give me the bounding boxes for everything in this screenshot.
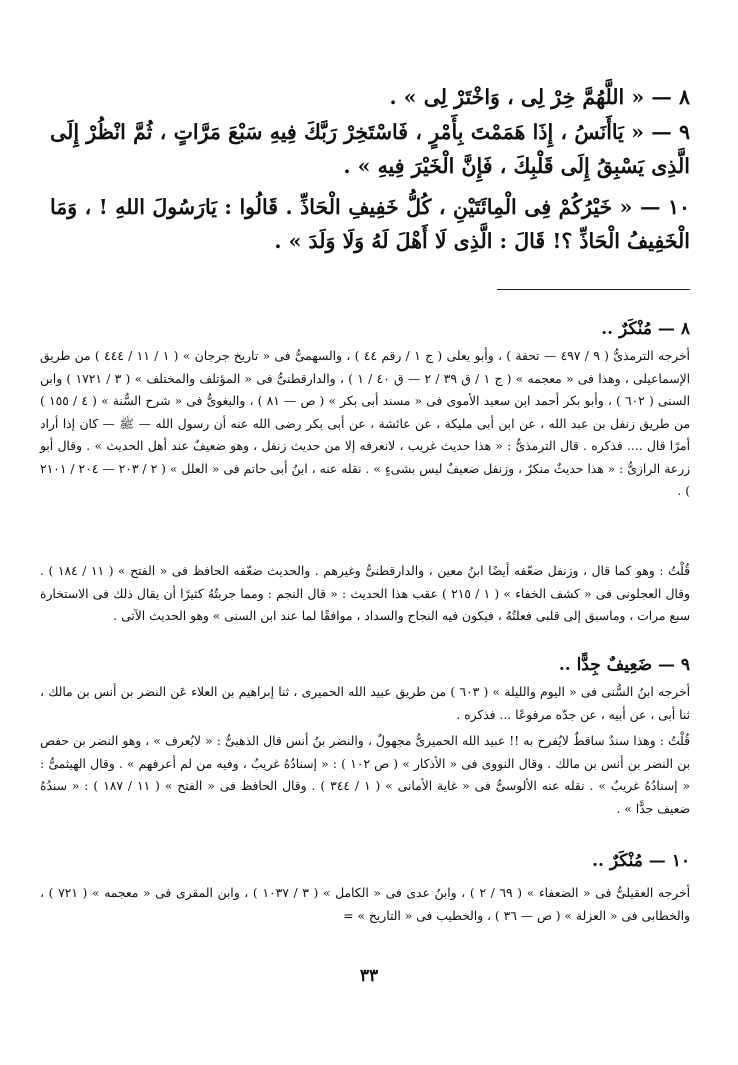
hadith-9 xyxy=(50,115,690,183)
note-9-comment: قُلْتُ : وهذا سندٌ ساقطٌ لايُفرح به !! عبيد الله الحميرىُّ مجهولٌ ، والنضر بنُ أنس قال الذهبىُّ : « لايُعرف » ، وهو النضر بن حفص بن النضر بن أنس بن مالك . وقال النووى فى « الأذكار » ( ص ١٠٢ ) : « إسنادُهُ غريبٌ ، وفيه من لم أعرفهم » . وقال الهيثمىُّ : « إسنادُهُ غريبٌ » . نقله عنه الألوسىُّ فى « غاية الأمانى » ( ١ / ٣٤٤ ) . وقال الحافظ فى « الفتح » ( ١١ / ١٨٧ ) : « سندُهُ ضعيف جدًّا » . xyxy=(40,734,691,816)
hadith-10 xyxy=(50,190,690,258)
footnote-divider xyxy=(497,289,690,290)
hadith-text: « اللَّهُمَّ خِرْ لِى ، وَاخْتَرْ لِى » . xyxy=(389,85,645,109)
note-10-paragraph: أخرجه العقيلىُّ فى « الضعفاء » ( ٦٩ / ٢ ) ، وابنُ عدى فى « الكامل » ( ٣ / ١٠٣٧ ) ، وابن المقرى فى « معجمه » ( ٧٢١ ) ، والخطابى فى « العزلة » ( ص — ٣٦ ) ، والخطيب فى « التاريخ » = xyxy=(40,886,690,923)
page-number: ٣٣ xyxy=(359,966,379,986)
hadith-text: « يَاأَنَسُ ، إِذَا هَمَمْتَ بِأَمْرٍ ، فَاسْتَخِرْ رَبَّكَ فِيهِ سَبْعَ مَرَّاتٍ ، ثُمَّ انْظُرْ إِلَى الَّذِى يَسْبِقُ إِلَى قَلْبِكَ ، فَإِنَّ الْخَيْرَ فِيهِ » . xyxy=(50,120,690,178)
note-10-heading: ١٠ — مُنْكَرٌ .. xyxy=(592,851,690,871)
hadith-number: ٩ — xyxy=(651,120,691,144)
note-8-comment: قُلْتُ : وهو كما قال ، وزنفل ضعّفه أيضًا ابنُ معين ، والدارقطنىُّ وغيرهم . والحديث ضعّفه الحافظ فى « الفتح » ( ١١ / ١٨٤ ) . وقال العجلونى فى « كشف الخفاء » ( ١ / ٢١٥ ) عقب هذا الحديث : « قال النجم : ومما جربتُهُ كثيرًا أن يقال ذلك فى الاستخارة سبع مرات ، وماسبق إلى قلبى فعلتُهُ ، فيكون فيه النجاح والسداد ، موافقًا لما عند ابن السنى » وهو الحديث الآتى . xyxy=(40,564,690,623)
hadith-text: « خَيْرُكُمْ فِى الْمِائَتَيْنِ ، كُلُّ خَفِيفِ الْحَاذِّ . قَالُوا : يَارَسُولَ اللهِ ! ، وَمَا الْخَفِيفُ الْحَاذِّ ؟! قَالَ : الَّذِى لَا أَهْلَ لَهُ وَلَا وَلَدَ » . xyxy=(50,195,690,253)
note-8-paragraph: أخرجه الترمذىُّ ( ٩ / ٤٩٧ — تحفة ) ، وأبو يعلى ( ج ١ / رقم ٤٤ ) ، والسهمىُّ فى « تاريخ جرجان » ( ١ / ١١ / ٤٤٤ ) من طريق الإسماعيلى ، وهذا فى « معجمه » ( ج ١ / ق ٣٩ / ٢ — ق ٤٠ / ١ ) ، والدارقطنىُّ فى « المؤتلف والمختلف » ( ٣ / ١٧٢١ ) وابن السنى ( ٦٠٢ ) ، وأبو بكر أحمد ابن سعيد الأموى فى « مسند أبى بكر » ( ص — ٨١ ) ، والبغوىُّ فى « شرح السُّنة » ( ٤ / ١٥٥ ) من طريق زنفل بن عبد الله ، عن ابن أبى مليكة ، عن عائشة ، عن أبى بكر رضى الله عنه أن رسول الله — ﷺ — كان إذا أراد أمرًا قال .... فذكره . قال الترمذىُّ : « هذا حديث غريب ، لانعرفه إلا من حديث زنفل ، وهو ضعيفٌ عند أهل الحديث » . وقال أبو زرعة الرازىُّ : « هذا حديثٌ منكرٌ ، وزنفل ضعيفٌ ليس بشىءٍ » . نقله عنه ، ابنُ أبى حاتم فى « العلل » ( ٢ / ٢٠٣ — ٢٠٤ / ٢١٠١ ) . xyxy=(40,349,691,498)
hadith-8 xyxy=(50,80,690,114)
note-8-heading: ٨ — مُنْكَرٌ .. xyxy=(601,319,690,339)
hadith-number: ٨ — xyxy=(651,85,690,109)
note-9-heading: ٩ — ضَعِيفٌ جِدًّا .. xyxy=(558,655,690,675)
note-9-paragraph: أخرجه ابنُ السُّنى فى « اليوم والليلة » ( ٦٠٣ ) من طريق عبيد الله الحميرى ، ثنا إبراهيم بن العلاء عَن النضر بن أنس بن مالك ، ثنا أبى ، عن أبيه ، عن جدّه مرفوعًا ... فذكره . xyxy=(40,685,690,722)
hadith-number: ١٠ — xyxy=(639,195,691,219)
